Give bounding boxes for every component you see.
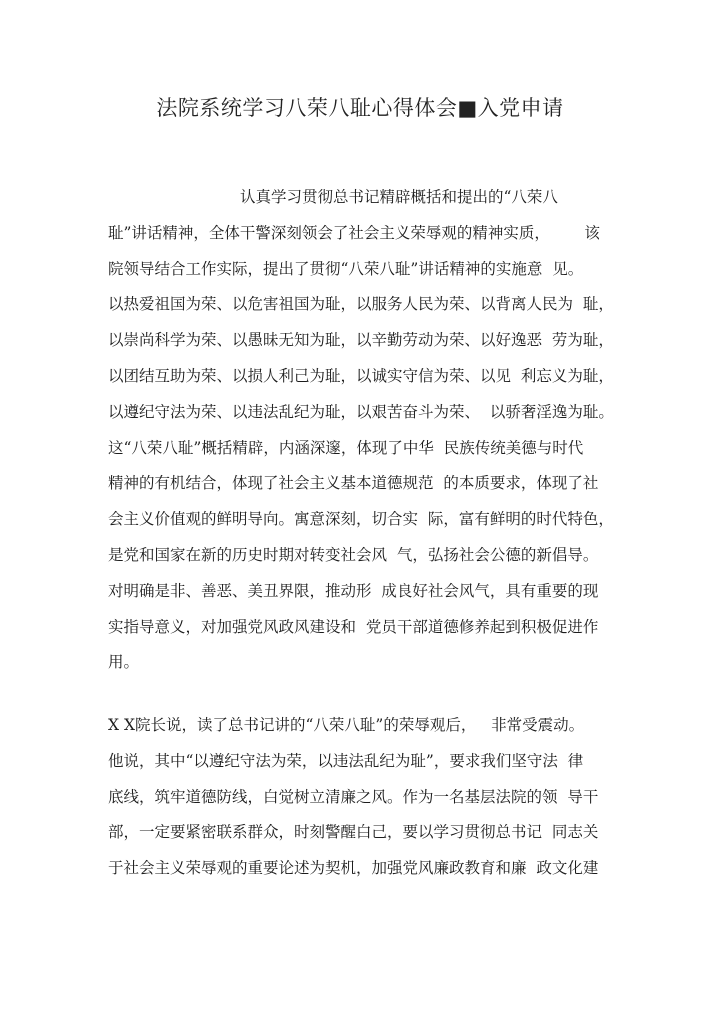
text-line: 实指导意义，对加强党风政风建设和 党员干部道德修养起到积极促进作: [108, 617, 599, 636]
text-line: 会主义价值观的鲜明导向。寓意深刻，切合实 际，富有鲜明的时代特色，: [108, 510, 614, 529]
text-line: 耻”讲话精神，全体干警深刻领会了社会主义荣辱观的精神实质， 该: [108, 223, 600, 242]
text-line: 他说，其中“以遵纪守法为荣，以违法乱纪为耻”，要求我们坚守法 律: [108, 751, 584, 770]
text-line: 院领导结合工作实际，提出了贯彻“八荣八耻”讲话精神的实施意 见。: [108, 259, 584, 278]
text-line: 对明确是非、善恶、美丑界限，推动形 成良好社会风气，具有重要的现: [108, 581, 599, 600]
paragraph-1: [108, 180, 628, 681]
text-line: 于社会主义荣辱观的重要论述为契机，加强党风廉政教育和廉 政文化建: [108, 859, 599, 878]
text-line: 以崇尚科学为荣、以愚昧无知为耻，以辛勤劳动为荣、以好逸恶 劳为耻，: [108, 331, 614, 350]
text-line: 以热爱祖国为荣、以危害祖国为耻，以服务人民为荣、以背离人民为 耻，: [108, 295, 614, 314]
text-line: 认真学习贯彻总书记精辟概括和提出的“八荣八: [240, 188, 558, 206]
document-title: 法院系统学习八荣八耻心得体会■入党申请: [156, 96, 564, 120]
text-line: 底线，筑牢道德防线，白觉树立清廉之风。作为一名基层法院的领 导干: [108, 787, 599, 806]
text-line: 是党和国家在新的历史时期对转变社会风 气，弘扬社会公德的新倡导。: [108, 545, 599, 564]
text-line: 以遵纪守法为荣、以违法乱纪为耻，以艰苦奋斗为荣、 以骄奢淫逸为耻。: [108, 402, 614, 421]
text-line: 部，一定要紧密联系群众，时刻警醒白己，要以学习贯彻总书记 同志关: [108, 823, 599, 842]
text-line: 以团结互助为荣、以损人利己为耻，以诚实守信为荣、以见 利忘义为耻，: [108, 366, 614, 385]
text-line: 精神的有机结合，体现了社会主义基本道德规范 的本质要求，体现了社: [108, 474, 599, 493]
text-line: 用。: [108, 653, 140, 672]
paragraph-2: [108, 708, 628, 887]
text-line: X X院长说，读了总书记讲的“八荣八耻”的荣辱观后， 非常受震动。: [108, 716, 585, 734]
text-line: 这“八荣八耻”概括精辟，内涵深邃，体现了中华 民族传统美德与时代: [108, 438, 584, 457]
